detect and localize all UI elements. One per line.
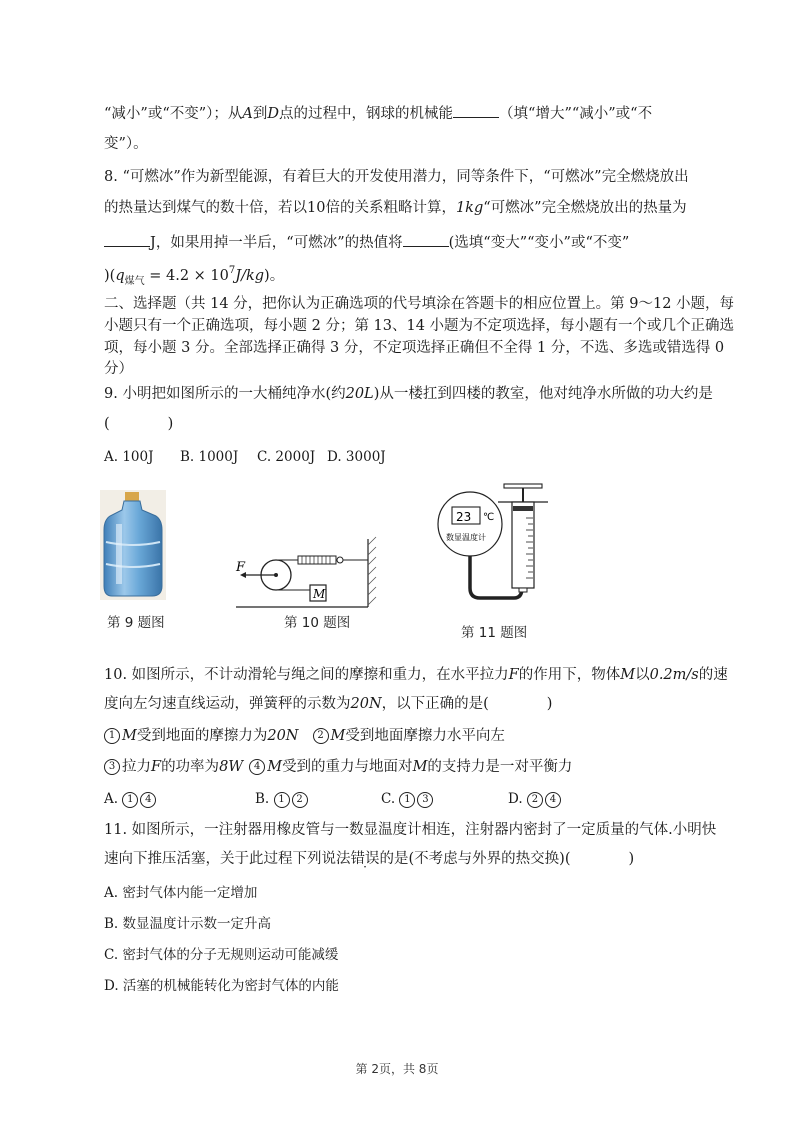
q9-option-d[interactable]: D. 3000J bbox=[327, 449, 386, 465]
section2-line-3: 项，每小题 3 分。全部选择正确得 3 分，不定项选择正确但不全得 1 分，不选、多选或错选得 0 bbox=[104, 340, 725, 356]
q11-line-2: 速向下推压活塞，关于此过程下列说法错误的是(不考虑与外界的热交换)( ) bbox=[104, 851, 635, 867]
bottle-highlight bbox=[116, 524, 122, 584]
water-bottle-figure bbox=[100, 490, 166, 600]
answer-blank[interactable] bbox=[104, 232, 150, 247]
q10-option-d[interactable]: D. 2 4 bbox=[508, 789, 563, 809]
thermometer-unit: ℃ bbox=[483, 512, 495, 523]
circled-number: 3 bbox=[104, 759, 120, 775]
q7-line-1: “减小”或“不变”）；从A到D点的过程中，钢球的机械能 （填“增大”“减小”或“不 bbox=[104, 103, 652, 124]
q7-line-2: 变”）。 bbox=[104, 136, 148, 152]
q11-line-1: 11. 如图所示，一注射器用橡皮管与一数显温度计相连，注射器内密封了一定质量的气体.小明快 bbox=[104, 822, 717, 838]
section2-line-1: 二、选择题（共 14 分，把你认为正确选项的代号填涂在答题卡的相应位置上。第 9～12 小题，每 bbox=[104, 296, 735, 312]
answer-blank[interactable] bbox=[453, 103, 499, 118]
circled-number: 1 bbox=[104, 728, 120, 744]
bottle-cap bbox=[125, 492, 139, 501]
q9-option-b[interactable]: B. 1000J bbox=[180, 449, 239, 465]
q8-line-1: 8. “可燃冰”作为新型能源，有着巨大的开发使用潜力，同等条件下，“可燃冰”完全燃烧放出 bbox=[104, 169, 689, 185]
figure-10-caption: 第 10 题图 bbox=[284, 615, 351, 631]
figure-9-caption: 第 9 题图 bbox=[107, 615, 165, 631]
q10-line-2: 度向左匀速直线运动，弹簧秤的示数为20N，以下正确的是( ) bbox=[104, 696, 553, 712]
figure-11-caption: 第 11 题图 bbox=[461, 625, 528, 641]
q9-line-2: ( ) bbox=[104, 416, 174, 432]
spring-hook bbox=[337, 557, 343, 563]
circled-number: 4 bbox=[249, 759, 265, 775]
section2-line-4: 分） bbox=[104, 361, 133, 377]
syringe-barrel bbox=[512, 502, 534, 588]
piston bbox=[513, 506, 533, 511]
syringe-thermometer-figure bbox=[434, 480, 550, 610]
syringe-tip bbox=[519, 588, 527, 592]
q10-option-c[interactable]: C. 1 3 bbox=[381, 789, 508, 809]
q8-line-4: )$(q_{煤气} = 4.2 \times 10^7J/kg)$。 bbox=[104, 265, 285, 287]
q10-statements-1-2: 1 M受到地面的摩擦力为20N 2 M受到地面摩擦力水平向左 bbox=[104, 726, 505, 746]
q8-line-3: J，如果用掉一半后，“可燃冰”的热值将 (选填“变大”“变小”或“不变” bbox=[104, 232, 629, 253]
q10-option-b[interactable]: B. 1 2 bbox=[255, 789, 381, 809]
wall-hatching bbox=[368, 537, 376, 605]
thermometer-value: 23 bbox=[456, 510, 472, 524]
answer-blank[interactable] bbox=[403, 232, 449, 247]
q9-option-c[interactable]: C. 2000J bbox=[257, 449, 316, 465]
page-footer: 第 2页，共 8页 bbox=[355, 1062, 439, 1076]
plunger-handle bbox=[504, 484, 542, 488]
q11-option-c[interactable]: C. 密封气体的分子无规则运动可能减缓 bbox=[104, 947, 339, 963]
q10-options bbox=[104, 789, 563, 809]
q9-options bbox=[104, 447, 386, 467]
circled-number: 2 bbox=[313, 728, 329, 744]
q11-option-b[interactable]: B. 数显温度计示数一定升高 bbox=[104, 916, 272, 932]
pulley-figure bbox=[232, 535, 380, 609]
q8-line-2: 的热量达到煤气的数十倍，若以10倍的关系粗略计算，1kg“可燃冰”完全燃烧放出的热量为 bbox=[104, 200, 687, 216]
q10-line-1: 10. 如图所示，不计动滑轮与绳之间的摩擦和重力，在水平拉力F的作用下，物体M以0.2m/s的速 bbox=[104, 667, 728, 683]
force-label: F bbox=[236, 560, 246, 575]
thermometer-label: 数显温度计 bbox=[446, 533, 486, 542]
bottle-body bbox=[104, 501, 162, 596]
q11-option-d[interactable]: D. 活塞的机械能转化为密封气体的内能 bbox=[104, 978, 339, 994]
q10-statements-3-4: 3 拉力F的功率为8W 4 M受到的重力与地面对M的支持力是一对平衡力 bbox=[104, 757, 572, 777]
block-label: M bbox=[313, 587, 326, 601]
q11-option-a[interactable]: A. 密封气体内能一定增加 bbox=[104, 885, 258, 901]
q10-option-a[interactable]: A. 1 4 bbox=[104, 789, 255, 809]
section2-line-2: 小题只有一个正确选项，每小题 2 分；第 13、14 小题为不定项选择，每小题有一个或几个正确选 bbox=[104, 318, 735, 334]
q9-line-1: 9. 小明把如图所示的一大桶纯净水(约20L)从一楼扛到四楼的教室，他对纯净水所做的功大约是 bbox=[104, 386, 713, 402]
emphasized-word: 错误 bbox=[350, 851, 380, 867]
q9-option-a[interactable]: A. 100J bbox=[104, 449, 154, 465]
